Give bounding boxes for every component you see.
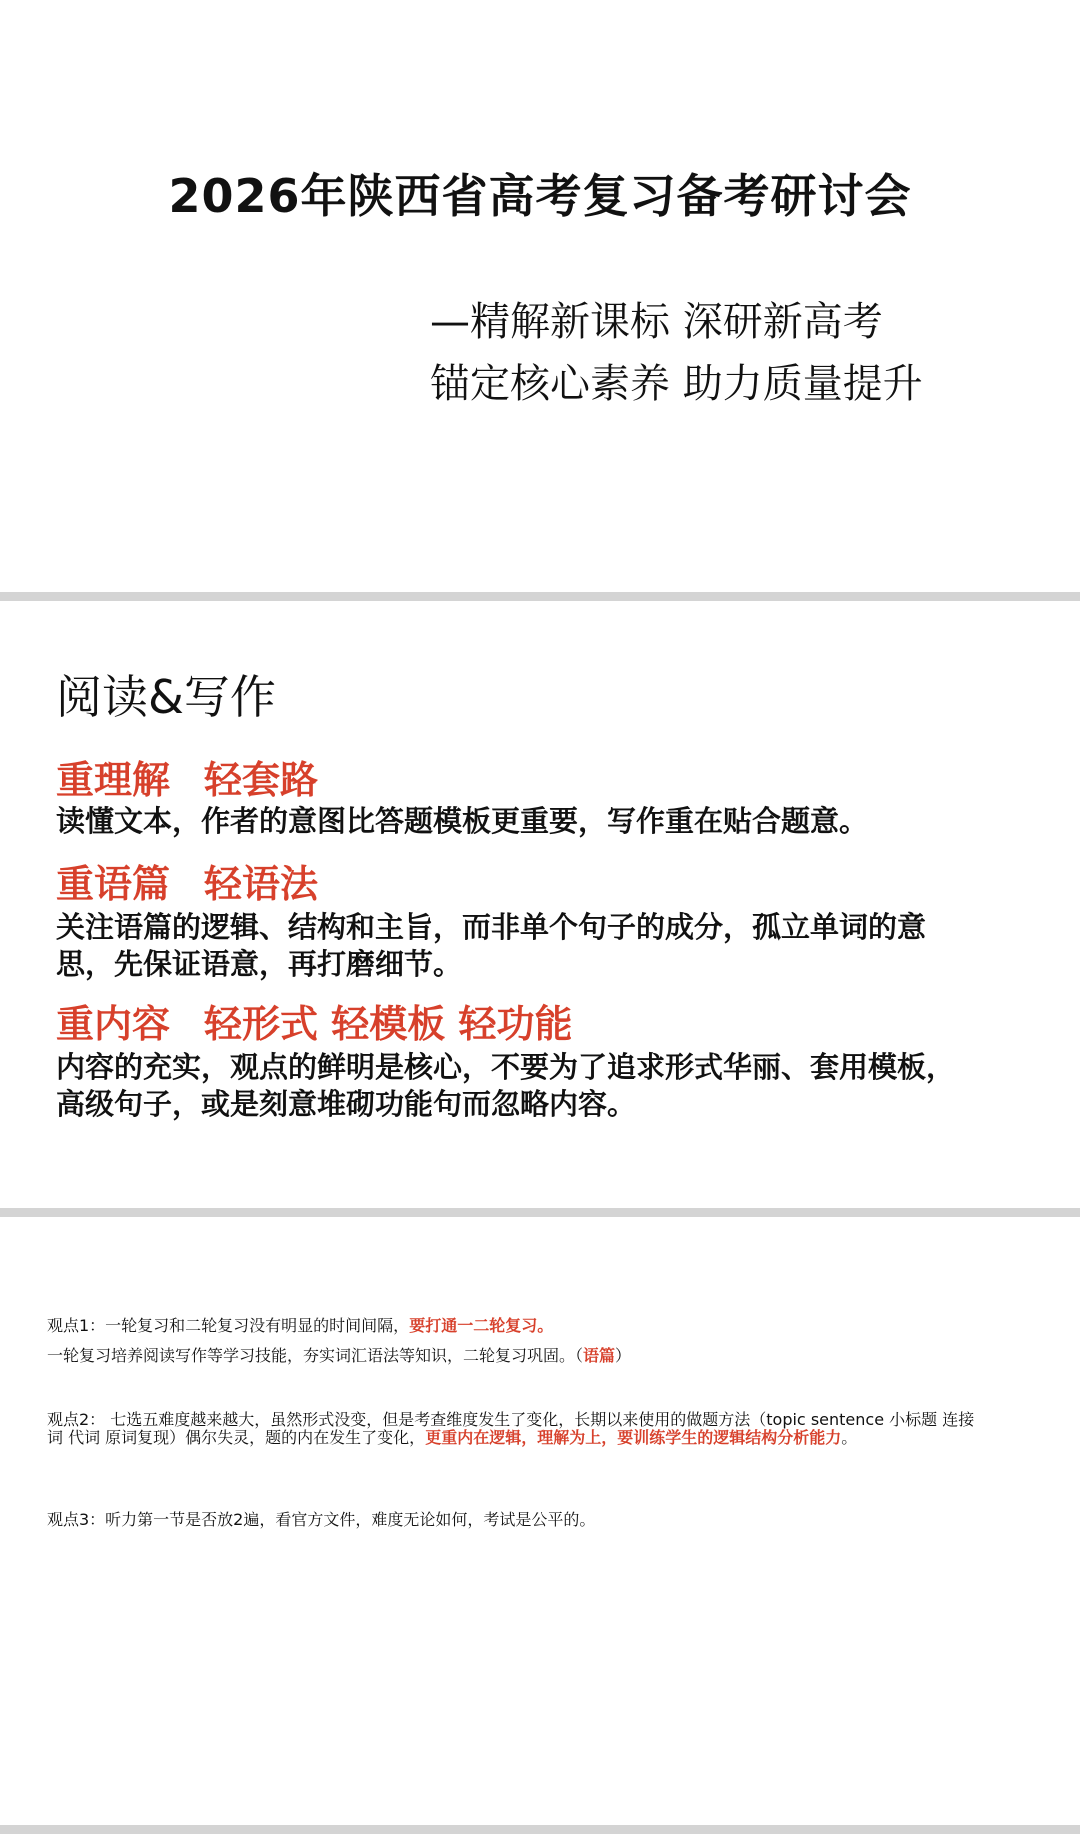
principle-light: 轻套路 xyxy=(204,758,319,802)
principle-description-1: 读懂文本，作者的意图比答题模板更重要，写作重在贴合题意。 xyxy=(56,804,869,838)
subtitle-line-1: —精解新课标 深研新高考 xyxy=(430,299,883,345)
slide-divider-1 xyxy=(0,592,1080,601)
principle-strong: 重内容 xyxy=(56,1002,171,1046)
principle-description-3: 内容的充实，观点的鲜明是核心，不要为了追求形式华丽、套用模板，高级句子，或是刻意堆砌功能句而忽略内容。 xyxy=(56,1050,956,1121)
reading-writing-slide xyxy=(0,601,1080,1208)
note-text: 观点1：一轮复习和二轮复习没有明显的时间间隔， xyxy=(47,1316,410,1335)
slide-divider-3 xyxy=(0,1825,1080,1834)
main-title: 2026年陕西省高考复习备考研讨会 xyxy=(168,169,912,223)
principle-strong: 重理解 xyxy=(56,758,171,802)
note-highlight: 语篇 xyxy=(583,1346,616,1365)
principle-heading-2 xyxy=(56,853,318,908)
principle-strong: 重语篇 xyxy=(56,862,171,906)
note-point-3: 观点3：听力第一节是否放2遍，看官方文件，难度无论如何，考试是公平的。 xyxy=(47,1510,596,1529)
subtitle-line-2: 锚定核心素养 助力质量提升 xyxy=(430,361,923,407)
note-highlight: 要打通一二轮复习。 xyxy=(409,1316,554,1335)
notes-slide xyxy=(0,1217,1080,1825)
principle-heading-1 xyxy=(56,749,318,804)
principle-description-2: 关注语篇的逻辑、结构和主旨，而非单个句子的成分，孤立单词的意思，先保证语意，再打磨细节。 xyxy=(56,910,927,981)
slide-divider-2 xyxy=(0,1208,1080,1217)
note-highlight: 更重内在逻辑，理解为上，要训练学生的逻辑结构分析能力 xyxy=(425,1428,842,1447)
note-point-1-detail xyxy=(47,1347,977,1365)
note-text: 一轮复习培养阅读写作等学习技能，夯实词汇语法等知识，二轮复习巩固。（ xyxy=(47,1346,584,1365)
note-point-1 xyxy=(47,1317,977,1335)
principle-heading-3 xyxy=(56,993,572,1048)
title-slide xyxy=(0,0,1080,592)
section-heading: 阅读&写作 xyxy=(56,670,276,724)
principle-light: 轻语法 xyxy=(204,862,319,906)
principle-light: 轻形式 轻模板 轻功能 xyxy=(204,1002,573,1046)
note-text: 观点2： 七选五难度越来越大，虽然形式没变，但是考查维度发生了变化，长期以来使用的做题方法（topic sentence 小标题 连接词 代词 原词复现）偶尔失灵，题的内在发生了变化， xyxy=(47,1410,975,1447)
note-text-end: 。 xyxy=(841,1428,858,1447)
note-point-2 xyxy=(47,1411,977,1447)
note-text-end: ） xyxy=(615,1346,632,1365)
